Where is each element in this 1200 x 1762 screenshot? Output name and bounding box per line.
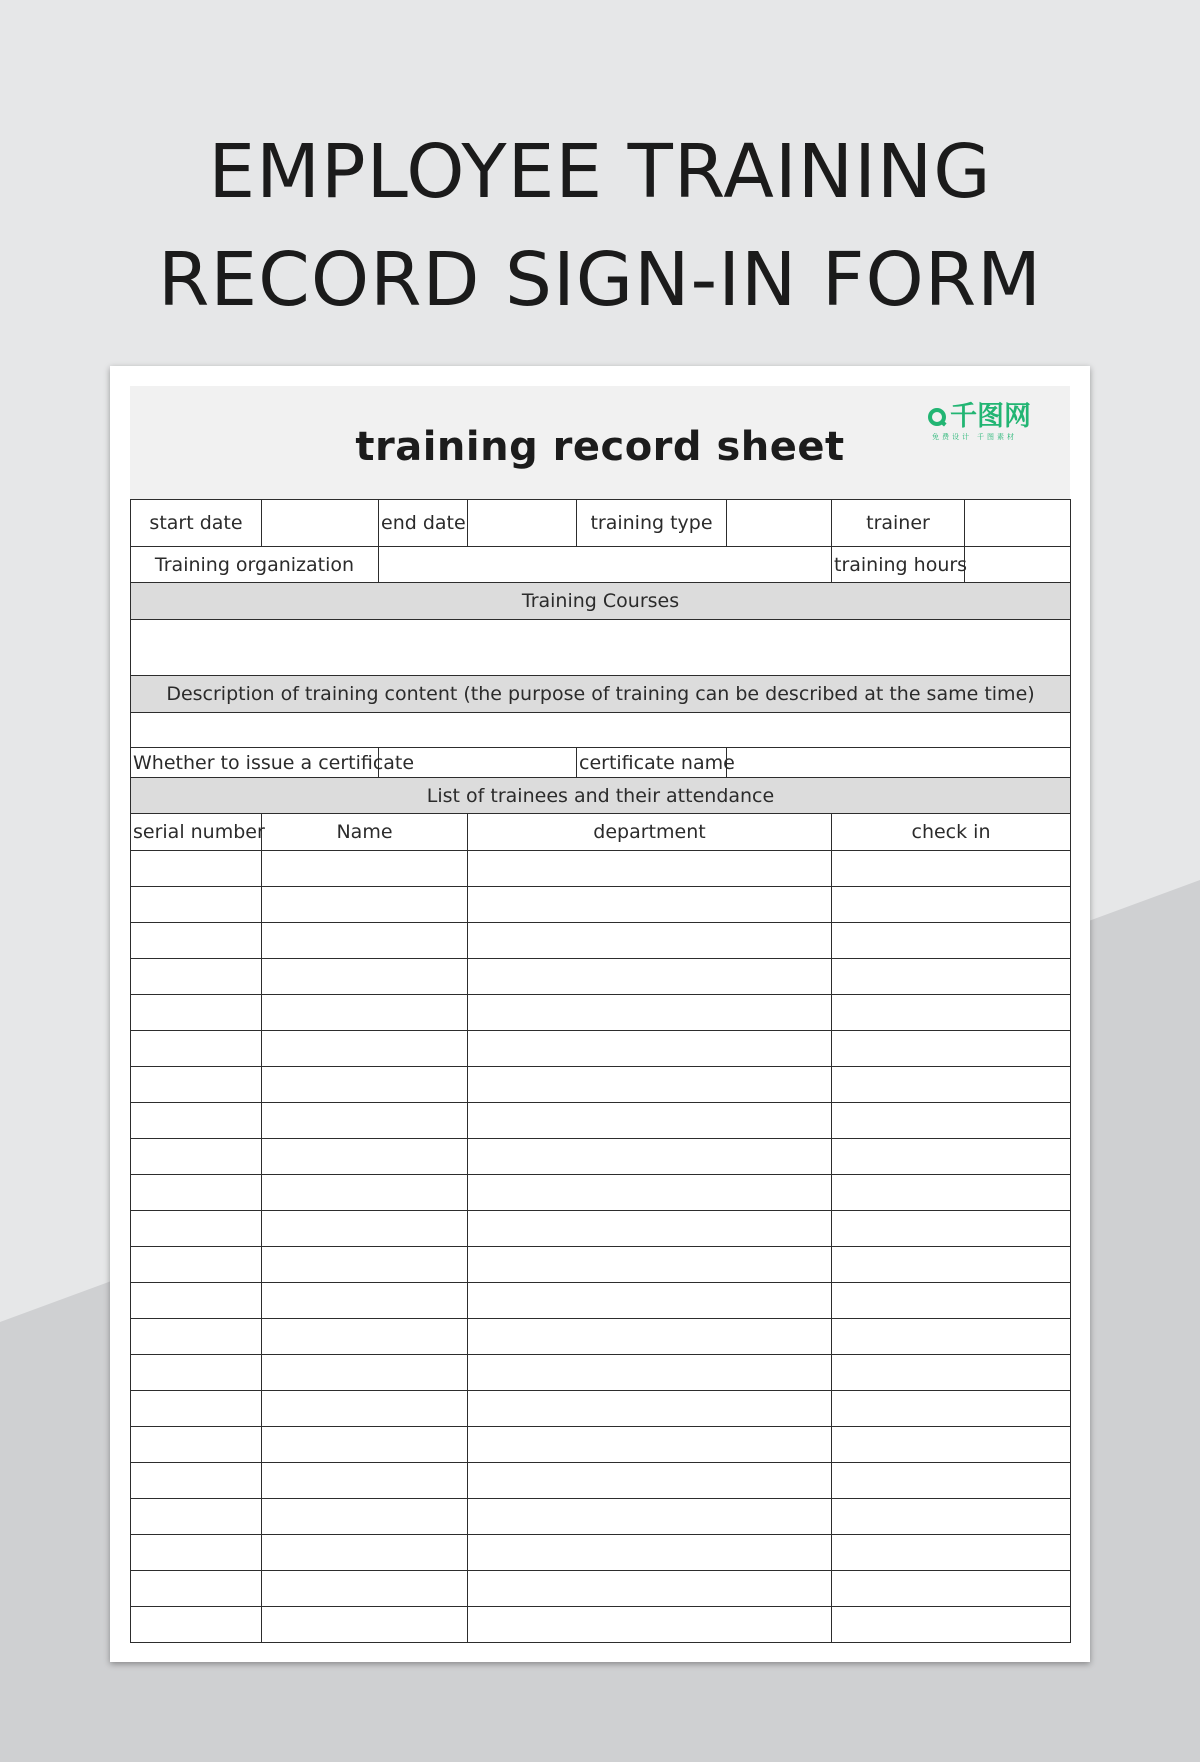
form-sheet: [110, 366, 1090, 1662]
table-row: [131, 1247, 1071, 1283]
check-in-cell[interactable]: [832, 1031, 1071, 1067]
check-in-cell[interactable]: [832, 1139, 1071, 1175]
serial-number-cell[interactable]: [131, 851, 262, 887]
department-cell[interactable]: [468, 1391, 832, 1427]
organization-label: Training organization: [131, 547, 379, 583]
training-record-table: [130, 499, 1071, 1643]
certificate-row: [131, 748, 1071, 778]
description-content-row: [131, 713, 1071, 748]
serial-number-cell[interactable]: [131, 1607, 262, 1643]
name-cell[interactable]: [262, 1211, 468, 1247]
name-cell[interactable]: [262, 1139, 468, 1175]
department-cell[interactable]: [468, 959, 832, 995]
column-name: Name: [262, 814, 468, 851]
name-cell[interactable]: [262, 1391, 468, 1427]
table-row: [131, 1355, 1071, 1391]
logo-name: 千图网: [950, 401, 1031, 432]
serial-number-cell[interactable]: [131, 1427, 262, 1463]
name-cell[interactable]: [262, 959, 468, 995]
column-serial-number: serial number: [131, 814, 262, 851]
department-cell[interactable]: [468, 1031, 832, 1067]
serial-number-cell[interactable]: [131, 1139, 262, 1175]
courses-content-row: [131, 620, 1071, 676]
serial-number-cell[interactable]: [131, 923, 262, 959]
serial-number-cell[interactable]: [131, 959, 262, 995]
name-cell[interactable]: [262, 1247, 468, 1283]
training-courses-field[interactable]: [131, 620, 1071, 676]
description-header-row: [131, 676, 1071, 713]
serial-number-cell[interactable]: [131, 1319, 262, 1355]
name-cell[interactable]: [262, 851, 468, 887]
start-date-field[interactable]: [262, 500, 379, 547]
issue-certificate-label: Whether to issue a certificate: [131, 748, 379, 778]
check-in-cell[interactable]: [832, 1391, 1071, 1427]
department-cell[interactable]: [468, 887, 832, 923]
name-cell[interactable]: [262, 1103, 468, 1139]
name-cell[interactable]: [262, 1607, 468, 1643]
brand-logo: [928, 402, 1038, 448]
table-row: [131, 1067, 1071, 1103]
check-in-cell[interactable]: [832, 1283, 1071, 1319]
name-cell[interactable]: [262, 1067, 468, 1103]
table-row: [131, 1391, 1071, 1427]
organization-field[interactable]: [379, 547, 832, 583]
title-band: [130, 386, 1070, 499]
description-header: Description of training content (the purpose of training can be described at the same time): [131, 676, 1071, 713]
courses-header-row: [131, 583, 1071, 620]
department-cell[interactable]: [468, 1103, 832, 1139]
department-cell[interactable]: [468, 1247, 832, 1283]
table-row: [131, 1031, 1071, 1067]
department-cell[interactable]: [468, 1427, 832, 1463]
table-row: [131, 995, 1071, 1031]
name-cell[interactable]: [262, 1535, 468, 1571]
sheet-title: training record sheet: [355, 424, 845, 470]
check-in-cell[interactable]: [832, 1571, 1071, 1607]
serial-number-cell[interactable]: [131, 1247, 262, 1283]
table-row: [131, 1427, 1071, 1463]
certificate-name-field[interactable]: [727, 748, 1071, 778]
name-cell[interactable]: [262, 1031, 468, 1067]
training-type-field[interactable]: [727, 500, 832, 547]
serial-number-cell[interactable]: [131, 1103, 262, 1139]
name-cell[interactable]: [262, 1283, 468, 1319]
table-row: [131, 959, 1071, 995]
serial-number-cell[interactable]: [131, 1499, 262, 1535]
department-cell[interactable]: [468, 1607, 832, 1643]
department-cell[interactable]: [468, 1535, 832, 1571]
check-in-cell[interactable]: [832, 1211, 1071, 1247]
trainees-column-header-row: [131, 814, 1071, 851]
end-date-label: end date: [379, 500, 468, 547]
end-date-field[interactable]: [468, 500, 577, 547]
serial-number-cell[interactable]: [131, 1355, 262, 1391]
table-row: [131, 1283, 1071, 1319]
page-headline: [0, 118, 1200, 334]
table-row: [131, 1535, 1071, 1571]
description-field[interactable]: [131, 713, 1071, 748]
column-department: department: [468, 814, 832, 851]
check-in-cell[interactable]: [832, 959, 1071, 995]
serial-number-cell[interactable]: [131, 1283, 262, 1319]
check-in-cell[interactable]: [832, 851, 1071, 887]
serial-number-cell[interactable]: [131, 1571, 262, 1607]
trainer-label: trainer: [832, 500, 965, 547]
table-row: [131, 887, 1071, 923]
department-cell[interactable]: [468, 995, 832, 1031]
check-in-cell[interactable]: [832, 1427, 1071, 1463]
serial-number-cell[interactable]: [131, 995, 262, 1031]
name-cell[interactable]: [262, 1175, 468, 1211]
department-cell[interactable]: [468, 1067, 832, 1103]
department-cell[interactable]: [468, 851, 832, 887]
logo-q-icon: [928, 408, 946, 426]
check-in-cell[interactable]: [832, 1535, 1071, 1571]
check-in-cell[interactable]: [832, 1319, 1071, 1355]
training-hours-label: training hours: [832, 547, 965, 583]
check-in-cell[interactable]: [832, 1463, 1071, 1499]
department-cell[interactable]: [468, 1319, 832, 1355]
serial-number-cell[interactable]: [131, 1463, 262, 1499]
table-row: [131, 1319, 1071, 1355]
name-cell[interactable]: [262, 1319, 468, 1355]
serial-number-cell[interactable]: [131, 1031, 262, 1067]
table-row: [131, 923, 1071, 959]
name-cell[interactable]: [262, 1355, 468, 1391]
trainer-field[interactable]: [965, 500, 1071, 547]
table-row: [131, 1175, 1071, 1211]
column-check-in: check in: [832, 814, 1071, 851]
department-cell[interactable]: [468, 923, 832, 959]
name-cell[interactable]: [262, 1463, 468, 1499]
table-row: [131, 1211, 1071, 1247]
check-in-cell[interactable]: [832, 1067, 1071, 1103]
table-row: [131, 1499, 1071, 1535]
info-row-organization: [131, 547, 1071, 583]
training-type-label: training type: [577, 500, 727, 547]
check-in-cell[interactable]: [832, 1175, 1071, 1211]
name-cell[interactable]: [262, 1571, 468, 1607]
name-cell[interactable]: [262, 1499, 468, 1535]
table-row: [131, 1571, 1071, 1607]
training-courses-header: Training Courses: [131, 583, 1071, 620]
name-cell[interactable]: [262, 887, 468, 923]
check-in-cell[interactable]: [832, 887, 1071, 923]
department-cell[interactable]: [468, 1499, 832, 1535]
trainees-header: List of trainees and their attendance: [131, 778, 1071, 814]
department-cell[interactable]: [468, 1355, 832, 1391]
check-in-cell[interactable]: [832, 1247, 1071, 1283]
certificate-name-label: certificate name: [577, 748, 727, 778]
training-hours-field[interactable]: [965, 547, 1071, 583]
check-in-cell[interactable]: [832, 995, 1071, 1031]
serial-number-cell[interactable]: [131, 1391, 262, 1427]
serial-number-cell[interactable]: [131, 1211, 262, 1247]
department-cell[interactable]: [468, 1463, 832, 1499]
check-in-cell[interactable]: [832, 1607, 1071, 1643]
info-row-dates: [131, 500, 1071, 547]
check-in-cell[interactable]: [832, 923, 1071, 959]
trainees-header-row: [131, 778, 1071, 814]
table-row: [131, 1103, 1071, 1139]
serial-number-cell[interactable]: [131, 1067, 262, 1103]
department-cell[interactable]: [468, 1283, 832, 1319]
department-cell[interactable]: [468, 1571, 832, 1607]
headline-line-1: EMPLOYEE TRAINING: [208, 129, 992, 215]
name-cell[interactable]: [262, 923, 468, 959]
table-row: [131, 851, 1071, 887]
department-cell[interactable]: [468, 1211, 832, 1247]
name-cell[interactable]: [262, 995, 468, 1031]
table-row: [131, 1607, 1071, 1643]
logo-slogan: 免费设计 千图素材: [932, 434, 1017, 441]
check-in-cell[interactable]: [832, 1103, 1071, 1139]
name-cell[interactable]: [262, 1427, 468, 1463]
serial-number-cell[interactable]: [131, 1175, 262, 1211]
check-in-cell[interactable]: [832, 1355, 1071, 1391]
headline-line-2: RECORD SIGN-IN FORM: [158, 237, 1042, 323]
serial-number-cell[interactable]: [131, 1535, 262, 1571]
start-date-label: start date: [131, 500, 262, 547]
check-in-cell[interactable]: [832, 1499, 1071, 1535]
table-row: [131, 1463, 1071, 1499]
department-cell[interactable]: [468, 1139, 832, 1175]
serial-number-cell[interactable]: [131, 887, 262, 923]
table-row: [131, 1139, 1071, 1175]
department-cell[interactable]: [468, 1175, 832, 1211]
